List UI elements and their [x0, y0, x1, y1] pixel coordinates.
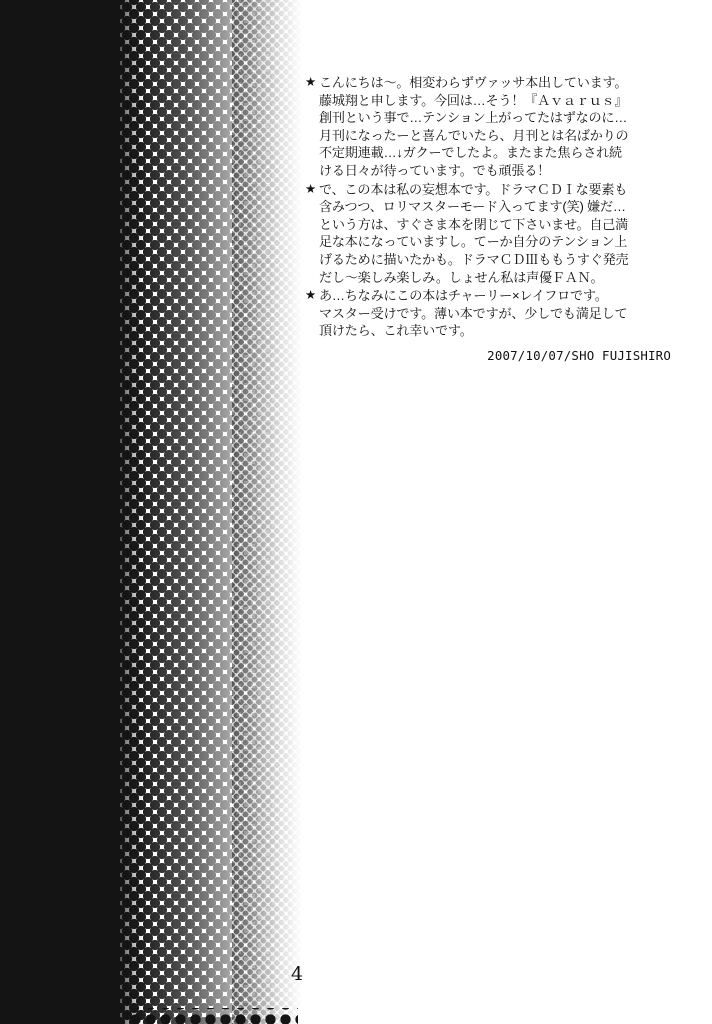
afterword-line: 足な本になっていますし。てーか自分のテンション上 [319, 234, 628, 250]
afterword-line: マスター受けです。薄い本ですが、少しでも満足して [319, 305, 628, 321]
page-number: 4 [291, 963, 304, 985]
afterword-line: だし〜楽しみ楽しみ。しょせん私は声優ＦＡＮ。 [319, 269, 604, 285]
left-black-band [0, 0, 128, 1024]
afterword-line: あ…ちなみにこの本はチャーリー×レイフロです。 [319, 288, 608, 304]
star-icon: ★ [305, 181, 317, 196]
halftone-fine-dot-gradient [232, 0, 302, 1024]
afterword-line: ける日々が待っています。でも頑張る！ [319, 162, 551, 178]
afterword-line: 藤城翔と申します。今回は…そう！『Ａｖａｒｕｓ』 [319, 92, 628, 108]
afterword-paragraph [305, 74, 673, 180]
afterword-line: 不定期連載…↓ガクーでしたよ。またまた焦らされ続 [319, 145, 622, 161]
bottom-dot-row [128, 1008, 298, 1024]
star-icon: ★ [305, 288, 317, 303]
star-icon: ★ [305, 75, 317, 89]
afterword-text-block [305, 74, 673, 365]
afterword-line: 含みつつ、ロリマスターモード入ってます(笑) 嫌だ… [319, 199, 626, 215]
afterword-line: という方は、すぐさま本を閉じて下さいませ。自己満 [319, 216, 629, 232]
author-signature: 2007/10/07/SHO FUJISHIRO [487, 347, 671, 363]
afterword-line: 創刊という事で…テンション上がってたはずなのに… [319, 110, 628, 126]
afterword-line: こんにちは〜。相変わらずヴァッサ本出しています。 [319, 75, 628, 90]
afterword-line: 月刊になったーと喜んでいたら、月刊とは名ばかりの [319, 127, 629, 143]
afterword-paragraph [305, 181, 673, 287]
afterword-line: げるために描いたかも。ドラマＣＤⅢももうすぐ発売 [319, 251, 629, 267]
afterword-line: で、この本は私の妄想本です。ドラマＣＤⅠな要素も [319, 181, 628, 197]
afterword-line: 頂けたら、これ幸いです。 [319, 323, 473, 339]
afterword-paragraph [305, 287, 673, 340]
